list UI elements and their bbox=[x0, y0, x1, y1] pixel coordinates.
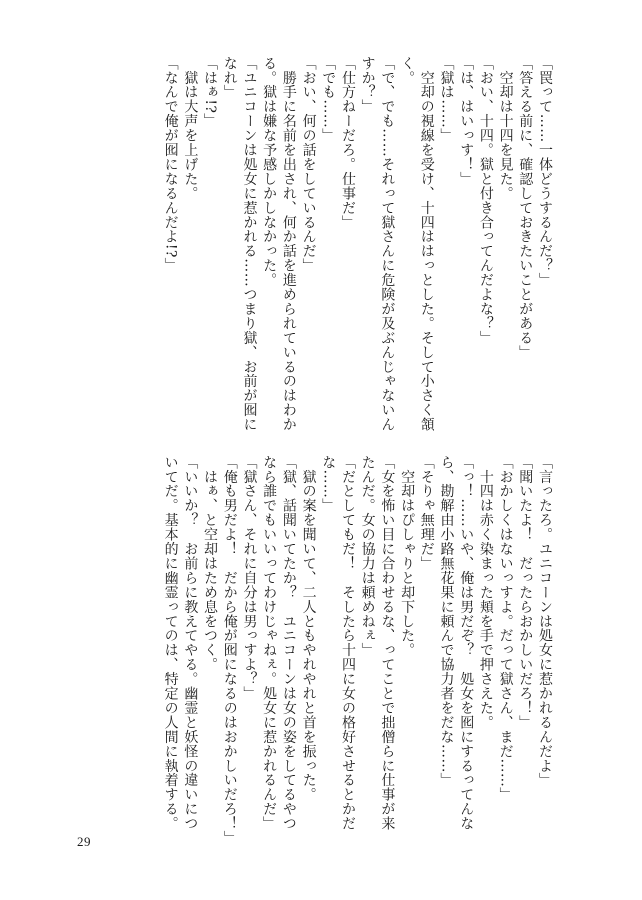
text-line: 「いいか？ お前らに教えてやる。幽霊と妖怪の違いにつ bbox=[182, 455, 199, 831]
text-line: く。 bbox=[399, 56, 416, 85]
upper-text-block bbox=[160, 56, 554, 436]
text-line: すか？」 bbox=[359, 56, 376, 114]
text-line: たんだ。女の協力は頼めねぇ」 bbox=[359, 455, 376, 658]
text-line: 空却は十四を見た。 bbox=[497, 56, 514, 201]
text-line: 「仕方ねーだろ。仕事だ」 bbox=[339, 56, 356, 230]
text-line: 「獄、話聞いてたか？ ユニコーンは女の姿をしてるやつ bbox=[280, 455, 297, 831]
text-line: いてだ。基本的に幽霊ってのは、特定の人間に執着する。 bbox=[162, 455, 179, 831]
text-line: ら、勘解由小路無花果に頼んで協力者をだな……」 bbox=[438, 455, 455, 788]
text-line: 空却の視線を受け、十四ははっとした。そして小さく頷 bbox=[418, 56, 435, 432]
text-line: 「そりゃ無理だ」 bbox=[418, 455, 435, 571]
lower-text-block bbox=[160, 455, 554, 846]
text-line: 「だとしてもだ！ そしたら十四に女の格好させるとかだ bbox=[339, 455, 356, 831]
text-line: 空却はぴしゃりと却下した。 bbox=[399, 455, 416, 658]
text-line: 「獄さん、それに自分は男っすよ？」 bbox=[241, 455, 258, 701]
text-line: 「獄は……」 bbox=[438, 56, 455, 143]
text-line: 「ユニコーンは処女に惹かれる……つまり獄、お前が囮に bbox=[241, 56, 258, 432]
text-line: なれ」 bbox=[221, 56, 238, 100]
text-line: な……」 bbox=[320, 455, 337, 513]
text-line: 「っ！……いや、俺は男だぞ？ 処女を囮にするってんな bbox=[458, 455, 475, 831]
text-line: なら誰でもいいってわけじゃねぇ。処女に惹かれるんだ」 bbox=[261, 455, 278, 831]
text-line: 「でも……」 bbox=[320, 56, 337, 143]
text-line: 「女を怖い目に合わせるな、ってことで拙僧らに仕事が来 bbox=[379, 455, 396, 831]
text-line: 「はぁ!?」 bbox=[202, 56, 219, 128]
text-line: 「俺も男だよ！ だから俺が囮になるのはおかしいだろ！」 bbox=[221, 455, 238, 846]
text-line: 「は、はいっす！」 bbox=[458, 56, 475, 187]
text-line: 「聞いたよ！ だったらおかしいだろ！」 bbox=[517, 455, 534, 730]
text-line: 獄は大声を上げた。 bbox=[182, 56, 199, 201]
text-line: 「おかしくはないっすよ。だって獄さん、まだ……」 bbox=[497, 455, 514, 802]
text-line: 勝手に名前を出され、何か話を進められているのはわか bbox=[280, 56, 297, 432]
text-line: 「おい、十四。獄と付き合ってんだよな？」 bbox=[477, 56, 494, 345]
text-line: 「言ったろ。ユニコーンは処女に惹かれるんだよ」 bbox=[537, 455, 553, 788]
text-line: はぁ、と空却はため息をつく。 bbox=[202, 455, 219, 672]
text-line: 獄の案を聞いて、二人ともやれやれと首を振った。 bbox=[300, 455, 317, 802]
text-line: 「で、でも……それって獄さんに危険が及ぶんじゃないん bbox=[379, 56, 396, 432]
text-line: 十四は赤く染まった頬を手で押さえた。 bbox=[477, 455, 494, 730]
text-line: 「なんで俺が囮になるんだよ!?」 bbox=[162, 56, 179, 273]
text-line: 「答える前に、確認しておきたいことがある」 bbox=[517, 56, 534, 360]
text-line: 「罠って……一体どうするんだ？」 bbox=[537, 56, 553, 288]
page-number: 29 bbox=[77, 834, 91, 849]
text-line: る。獄は嫌な予感しかしなかった。 bbox=[261, 56, 278, 288]
text-line: 「おい、何の話をしているんだ」 bbox=[300, 56, 317, 273]
